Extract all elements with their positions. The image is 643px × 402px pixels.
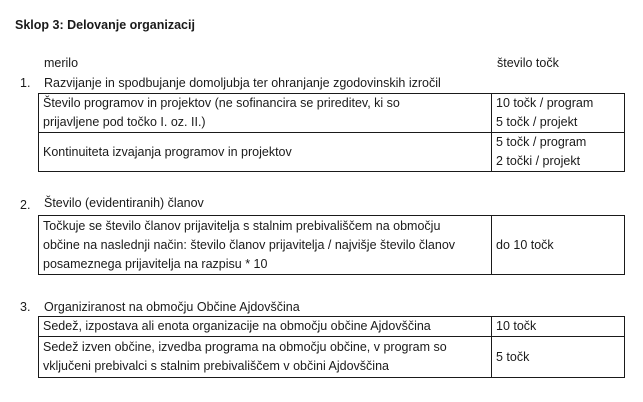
- points-text: do 10 točk: [496, 237, 554, 252]
- header-criterion: merilo: [44, 56, 79, 70]
- points-cell: [492, 94, 625, 133]
- points-cell: [492, 317, 625, 337]
- document-title: Sklop 3: Delovanje organizacij: [15, 18, 195, 32]
- points-text: 5 točk: [496, 349, 530, 364]
- criterion-text: posameznega prijavitelja na razpisu * 10: [43, 256, 268, 271]
- table-row: [39, 216, 625, 275]
- points-text: 2 točki / projekt: [496, 154, 581, 168]
- criterion-cell: [39, 216, 492, 275]
- criterion-text: Točkuje se število članov prijavitelja s stalnim prebivališčem na območju: [43, 218, 441, 233]
- section-number: 2.: [20, 198, 31, 212]
- criteria-table-1: [38, 93, 625, 172]
- points-cell: [492, 216, 625, 275]
- criterion-text: Kontinuiteta izvajanja programov in projektov: [43, 144, 292, 159]
- criterion-cell: [39, 337, 492, 378]
- criterion-text: Število programov in projektov (ne sofinancira se prireditev, ki so: [43, 96, 400, 110]
- criterion-text: občine na naslednji način: število članov prijavitelja / najvišje število članov: [43, 237, 456, 252]
- points-text: 10 točk / program: [496, 96, 594, 110]
- criteria-table-2: [38, 215, 625, 275]
- section-title: Organiziranost na območju Občine Ajdovščina: [44, 300, 300, 314]
- section-title: Razvijanje in spodbujanje domoljubja ter ohranjanje zgodovinskih izročil: [44, 76, 441, 90]
- table-row: [39, 133, 625, 172]
- table-row: [39, 94, 625, 133]
- section-number: 3.: [20, 300, 31, 314]
- header-points: število točk: [497, 56, 559, 70]
- points-cell: [492, 133, 625, 172]
- points-text: 5 točk / program: [496, 135, 587, 149]
- criterion-text: vključeni prebivalci s stalnim prebivališčem v občini Ajdovščina: [43, 359, 389, 373]
- criterion-cell: [39, 133, 492, 172]
- criterion-text: Sedež, izpostava ali enota organizacije na območju občine Ajdovščina: [43, 319, 431, 333]
- points-text: 10 točk: [496, 319, 537, 333]
- criteria-table-3: [38, 316, 625, 378]
- criterion-cell: [39, 94, 492, 133]
- criterion-text: Sedež izven občine, izvedba programa na območju občine, v program so: [43, 340, 447, 354]
- points-cell: [492, 337, 625, 378]
- criterion-text: prijavljene pod točko I. oz. II.): [43, 115, 206, 129]
- points-text: 5 točk / projekt: [496, 115, 578, 129]
- section-title: Število (evidentiranih) članov: [44, 196, 204, 210]
- criterion-cell: [39, 317, 492, 337]
- table-row: [39, 337, 625, 378]
- table-row: [39, 317, 625, 337]
- section-number: 1.: [20, 76, 31, 90]
